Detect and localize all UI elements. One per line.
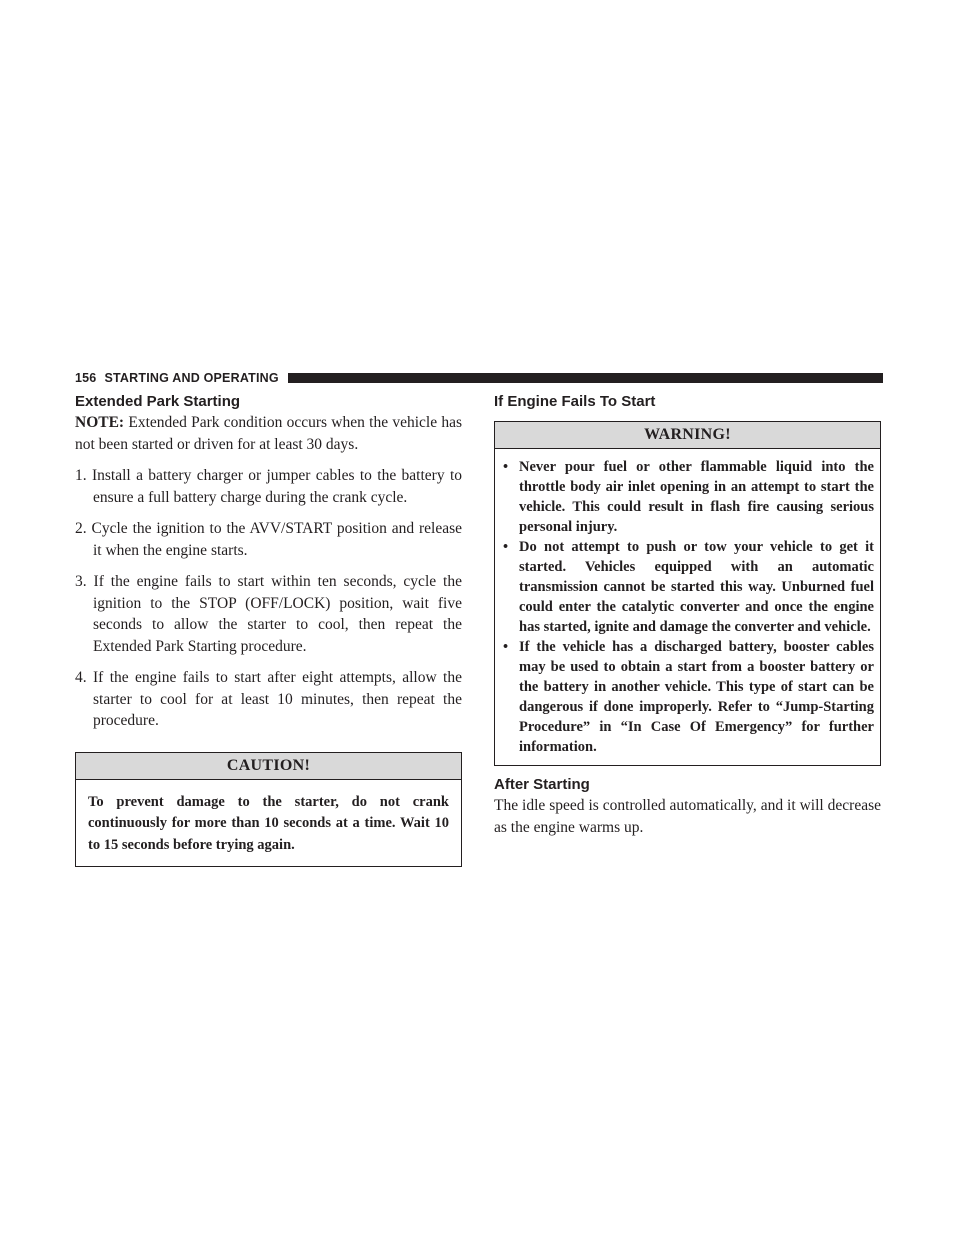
after-starting-heading: After Starting (494, 776, 590, 793)
bullet-icon: • (503, 639, 509, 655)
warning-list (495, 449, 880, 765)
warning-item-text: Do not attempt to push or tow your vehicle to get it started. Vehicles equipped with an automatic transmission cannot be started this way. Unburned fuel could enter the catalytic converter and once the engine has started, ignite and damage the converter and vehicle. (519, 539, 874, 635)
warning-title: WARNING! (495, 422, 880, 449)
step-item: 4. If the engine fails to start after eight attempts, allow the starter to cool for at least 10 minutes, then repeat the procedure. (75, 669, 462, 729)
caution-title: CAUTION! (76, 753, 461, 780)
warning-item (503, 637, 874, 757)
engine-fails-heading: If Engine Fails To Start (494, 393, 656, 410)
warning-item (503, 457, 874, 537)
after-starting-text: The idle speed is controlled automatically, and it will decrease as the engine warms up. (494, 797, 881, 836)
bullet-icon: • (503, 459, 509, 475)
warning-item (503, 537, 874, 637)
left-column (75, 392, 462, 867)
note-label: NOTE: (75, 414, 125, 431)
extended-park-heading: Extended Park Starting (75, 393, 241, 410)
step-item: 1. Install a battery charger or jumper cables to the battery to ensure a full battery charge during the crank cycle. (75, 467, 462, 506)
warning-item-text: Never pour fuel or other flammable liquid into the throttle body air inlet opening in an attempt to start the vehicle. This could result in flash fire causing serious personal injury. (519, 459, 874, 535)
step-item: 3. If the engine fails to start within ten seconds, cycle the ignition to the STOP (OFF/LOCK) position, wait five seconds to allow the starter to cool, then repeat the Extended Park Starting procedure. (75, 573, 462, 655)
note-paragraph (75, 412, 462, 455)
section-title: STARTING AND OPERATING (104, 371, 279, 385)
caution-text: To prevent damage to the starter, do not crank continuously for more than 10 seconds at a time. Wait 10 to 15 seconds before trying again. (88, 793, 449, 853)
note-text: Extended Park condition occurs when the vehicle has not been started or driven for at least 30 days. (75, 414, 462, 453)
header-rule (288, 373, 883, 383)
page-number: 156 (75, 371, 97, 385)
warning-box (494, 421, 881, 766)
caution-box (75, 752, 462, 868)
steps-list (75, 465, 462, 732)
right-column (494, 392, 881, 838)
page-header (75, 370, 883, 386)
step-item: 2. Cycle the ignition to the AVV/START position and release it when the engine starts. (75, 520, 462, 559)
bullet-icon: • (503, 539, 509, 555)
warning-item-text: If the vehicle has a discharged battery, booster cables may be used to obtain a start from a booster battery or the battery in another vehicle. This type of start can be dangerous if done improperly. Refer to “Jump-Starting Procedure” in “In Case Of Emergency” for further information. (519, 639, 874, 755)
